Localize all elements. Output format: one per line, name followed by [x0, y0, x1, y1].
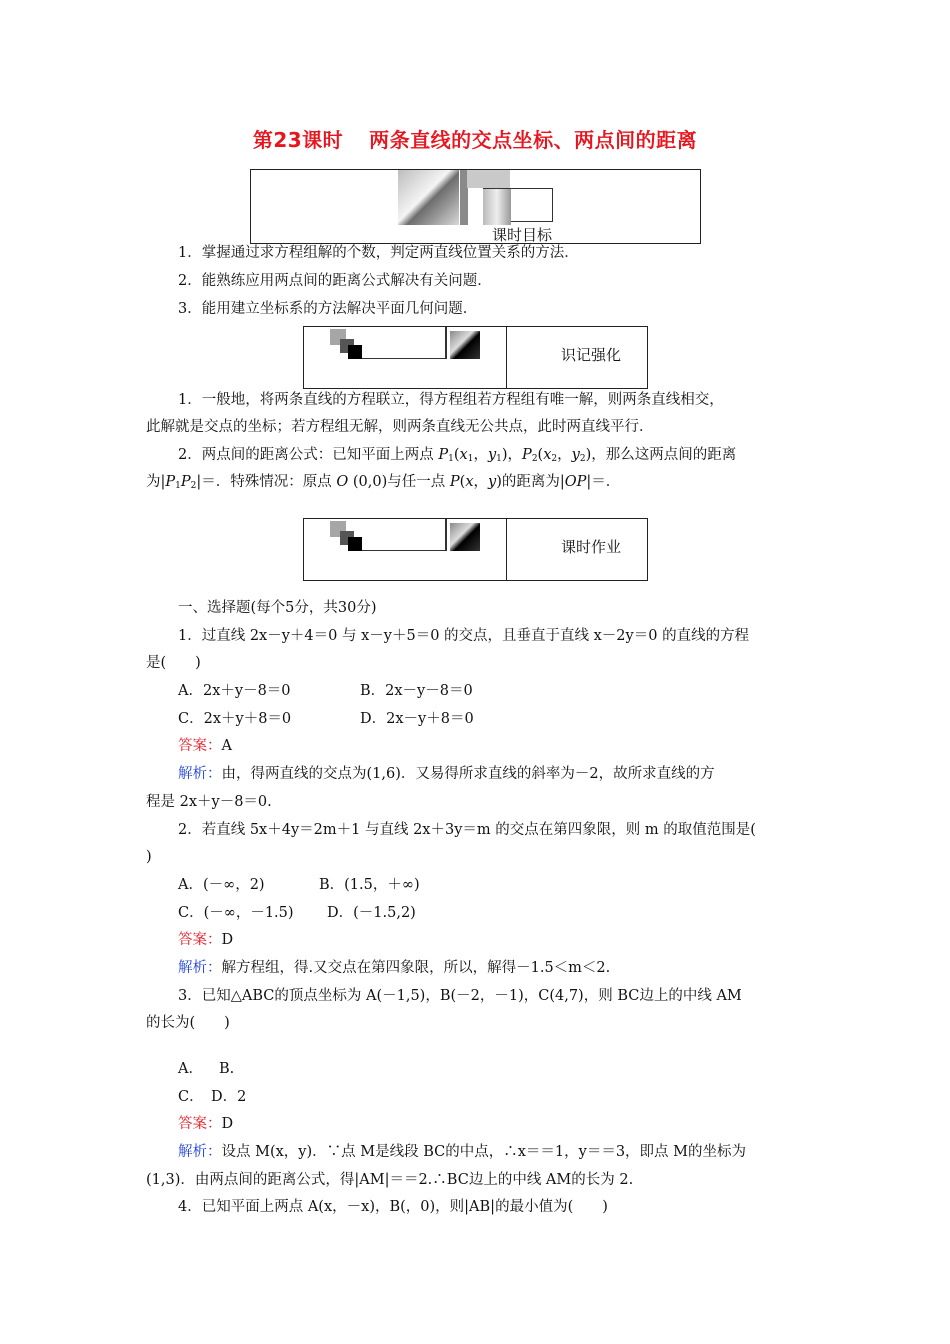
- banner-decoration: [348, 537, 362, 551]
- banner-goals: [250, 169, 701, 244]
- banner-decoration: [450, 523, 480, 551]
- note-2-line-1: 2．两点间的距离公式：已知平面上两点 $P_1(x_1$，$y_1$)，$P_2(x_2$，$y_2$)，那么这两点间的距离: [178, 447, 737, 464]
- section-heading: 一、选择题(每个5分，共30分): [178, 600, 377, 616]
- question-1-answer: 答案：A: [178, 738, 232, 754]
- lesson-topic: 两条直线的交点坐标、两点间的距离: [369, 128, 698, 152]
- question-3-option-a: A．: [178, 1061, 203, 1077]
- question-3-analysis-cont: (1,3)．由两点间的距离公式，得|AM|＝＝2.∴BC边上的中线 AM的长为 2.: [146, 1172, 634, 1188]
- question-1-option-a: A．2x＋y－8＝0: [178, 683, 291, 699]
- goal-item: 3．能用建立坐标系的方法解决平面几何问题．: [178, 301, 478, 317]
- banner-decoration: [506, 327, 507, 388]
- question-3-analysis: 解析：设点 M(x，y)．∵点 M是线段 BC的中点，∴x＝＝1，y＝＝3，即点 M的坐标为: [178, 1144, 746, 1160]
- question-3-stem: 3．已知△ABC的顶点坐标为 A(－1,5)，B(－2，－1)，C(4,7)，则 BC边上的中线 AM: [178, 988, 742, 1004]
- question-2-stem: 2．若直线 5x＋4y＝2m＋1 与直线 2x＋3y＝m 的交点在第四象限，则 m 的取值范围是(: [178, 822, 756, 838]
- question-1-stem-cont: 是( ): [146, 655, 201, 671]
- banner-homework: [303, 518, 648, 581]
- note-2-line-2: 为$|P_1P_2|=$．特殊情况：原点 O (0,0)与任一点 P(x，y)的距离为|OP|＝．: [146, 474, 621, 491]
- question-2-option-d: D．(－1.5,2): [327, 905, 416, 921]
- question-2-stem-cont: ): [146, 849, 152, 865]
- question-1-option-c: C．2x＋y＋8＝0: [178, 711, 292, 727]
- lesson-number: 第23课时: [252, 128, 344, 152]
- banner-memorize-label: 识记强化: [561, 346, 622, 364]
- question-1-analysis: 解析：由，得两直线的交点为(1,6)．又易得所求直线的斜率为－2，故所求直线的方: [178, 766, 715, 782]
- question-2-option-c: C．(－∞，－1.5): [178, 905, 294, 921]
- question-1-stem: 1．过直线 2x－y＋4＝0 与 x－y＋5＝0 的交点，且垂直于直线 x－2y＝0 的直线的方程: [178, 628, 750, 644]
- question-4-stem: 4．已知平面上两点 A(x，－x)，B(，0)，则|AB|的最小值为( ): [178, 1199, 608, 1215]
- goal-item: 1．掌握通过求方程组解的个数，判定两直线位置关系的方法．: [178, 245, 579, 261]
- banner-decoration: [467, 170, 510, 188]
- banner-decoration: [483, 189, 511, 225]
- banner-decoration: [398, 170, 459, 225]
- banner-memorize: [303, 326, 648, 389]
- banner-decoration: [445, 519, 447, 551]
- banner-decoration: [362, 550, 445, 551]
- banner-decoration: [445, 327, 447, 359]
- question-3-answer: 答案：D: [178, 1116, 234, 1132]
- question-2-analysis: 解析：解方程组，得.又交点在第四象限，所以，解得－1.5＜m＜2.: [178, 960, 611, 976]
- banner-decoration: [362, 358, 445, 359]
- note-1-line-2: 此解就是交点的坐标；若方程组无解，则两条直线无公共点，此时两直线平行．: [146, 419, 654, 435]
- banner-homework-label: 课时作业: [561, 538, 622, 556]
- banner-decoration: [506, 519, 507, 580]
- banner-decoration: [450, 331, 480, 359]
- question-1-option-b: B．2x－y－8＝0: [360, 683, 473, 699]
- question-2-option-b: B．(1.5，＋∞): [319, 877, 420, 893]
- question-2-option-a: A．(－∞，2): [178, 877, 265, 893]
- question-3-option-d: D．2: [211, 1089, 247, 1105]
- page-title: [0, 124, 950, 153]
- question-3-option-c: C．: [178, 1089, 204, 1105]
- banner-decoration: [348, 345, 362, 359]
- question-1-option-d: D．2x－y＋8＝0: [360, 711, 474, 727]
- goal-item: 2．能熟练应用两点间的距离公式解决有关问题．: [178, 273, 492, 289]
- question-3-stem-cont: 的长为( ): [146, 1015, 230, 1031]
- question-2-answer: 答案：D: [178, 932, 234, 948]
- question-3-option-b: B.: [219, 1061, 235, 1077]
- banner-goals-label: 课时目标: [492, 226, 553, 244]
- note-1-line-1: 1．一般地，将两条直线的方程联立，得方程组若方程组有唯一解，则两条直线相交，: [178, 392, 724, 408]
- question-1-analysis-cont: 程是 2x＋y－8＝0.: [146, 794, 272, 810]
